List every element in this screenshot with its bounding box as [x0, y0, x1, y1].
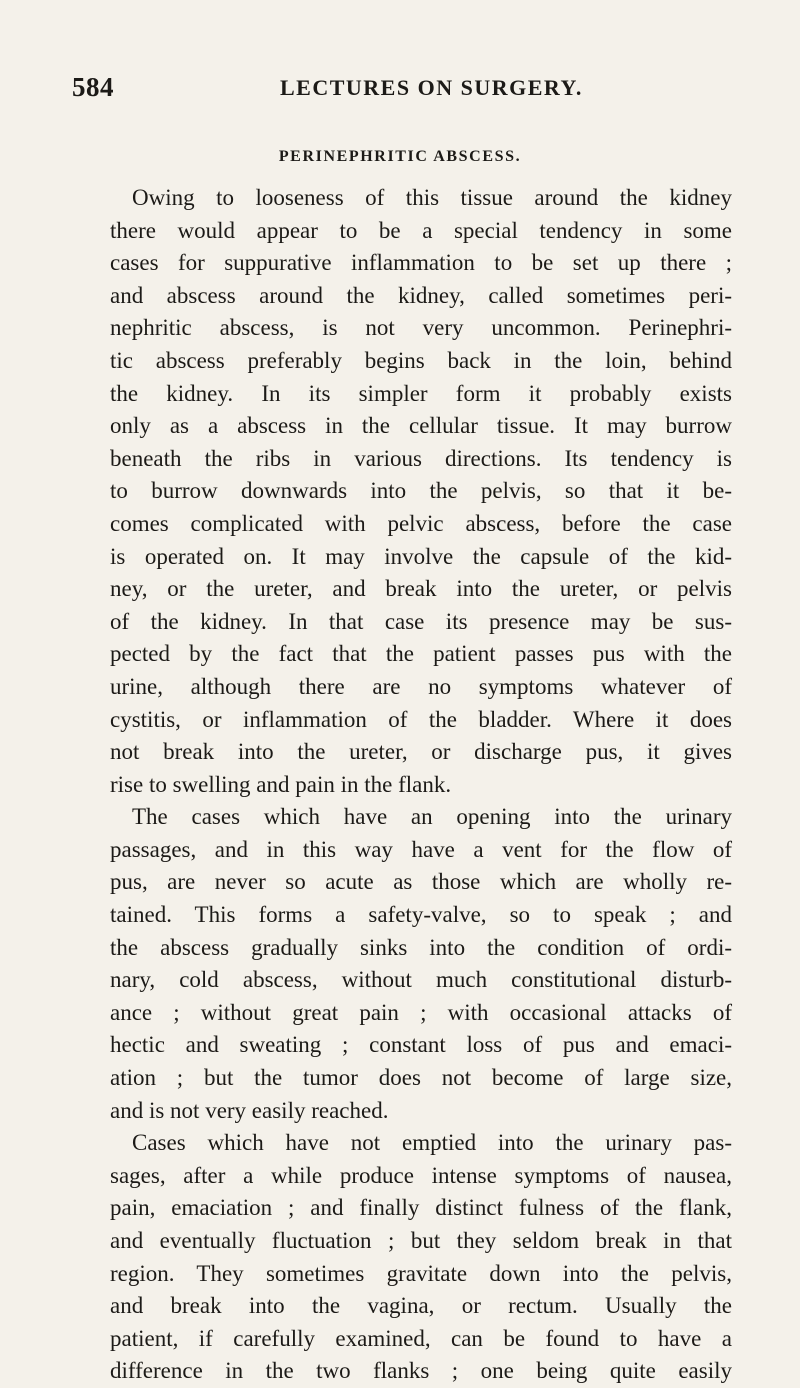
text-line: only as a abscess in the cellular tissue. It may burrow [110, 413, 732, 439]
text-line: ney, or the ureter, and break into the ureter, or pelvis [110, 576, 732, 602]
text-line: passages, and in this way have a vent for the flow of [110, 836, 732, 862]
text-line: region. They sometimes gravitate down into the pelvis, [110, 1260, 732, 1286]
text-line: and abscess around the kidney, called sometimes peri- [110, 282, 732, 308]
page-number: 584 [72, 72, 114, 102]
text-line: pected by the fact that the patient passes pus with the [110, 641, 732, 667]
text-line: sages, after a while produce intense symptoms of nausea, [110, 1162, 732, 1188]
text-line: and break into the vagina, or rectum. Usually the [110, 1293, 732, 1319]
text-line: tic abscess preferably begins back in the loin, behind [110, 347, 732, 373]
text-line: tained. This forms a safety-valve, so to speak ; and [110, 902, 732, 928]
text-line: to burrow downwards into the pelvis, so that it be- [110, 478, 732, 504]
text-line: Owing to looseness of this tissue around the kidney [132, 185, 732, 210]
text-line: and eventually fluctuation ; but they seldom break in that [110, 1228, 732, 1253]
text-line: the kidney. In its simpler form it probably exists [110, 380, 732, 406]
text-line: there would appear to be a special tendency in some [110, 217, 732, 243]
text-line: nephritic abscess, is not very uncommon. Perinephri- [110, 315, 732, 341]
body-text [110, 182, 732, 1388]
text-line: cystitis, or inflammation of the bladder. Where it does [110, 706, 732, 732]
text-line: difference in the two flanks ; one being quite easily [110, 1358, 732, 1384]
text-line: and is not very easily reached. [110, 1097, 389, 1123]
text-line: ation ; but the tumor does not become of large size, [110, 1065, 732, 1091]
text-line: Cases which have not emptied into the urinary pas- [132, 1130, 732, 1156]
running-head [72, 72, 752, 108]
text-line: nary, cold abscess, without much constitutional disturb- [110, 967, 732, 993]
text-line: pus, are never so acute as those which are wholly re- [110, 869, 732, 895]
running-title: LECTURES ON SURGERY. [280, 75, 583, 100]
text-line: patient, if carefully examined, can be found to have a [110, 1325, 732, 1351]
text-line: comes complicated with pelvic abscess, before the case [110, 510, 732, 536]
text-line: The cases which have an opening into the urinary [132, 804, 732, 830]
text-line: hectic and sweating ; constant loss of pus and emaci- [110, 1032, 732, 1058]
text-line: of the kidney. In that case its presence may be sus- [110, 608, 732, 634]
text-line: is operated on. It may involve the capsule of the kid- [110, 543, 732, 569]
text-line: the abscess gradually sinks into the condition of ordi- [110, 934, 732, 960]
text-line: urine, although there are no symptoms whatever of [110, 673, 732, 699]
text-line: ance ; without great pain ; with occasional attacks of [110, 999, 732, 1025]
section-heading: PERINEPHRITIC ABSCESS. [278, 148, 522, 165]
text-line: not break into the ureter, or discharge pus, it gives [110, 739, 732, 765]
text-line: pain, emaciation ; and finally distinct fulness of the flank, [110, 1195, 732, 1221]
text-line: beneath the ribs in various directions. Its tendency is [110, 445, 732, 471]
text-line: rise to swelling and pain in the flank. [110, 771, 452, 797]
text-line: cases for suppurative inflammation to be set up there ; [110, 250, 732, 276]
